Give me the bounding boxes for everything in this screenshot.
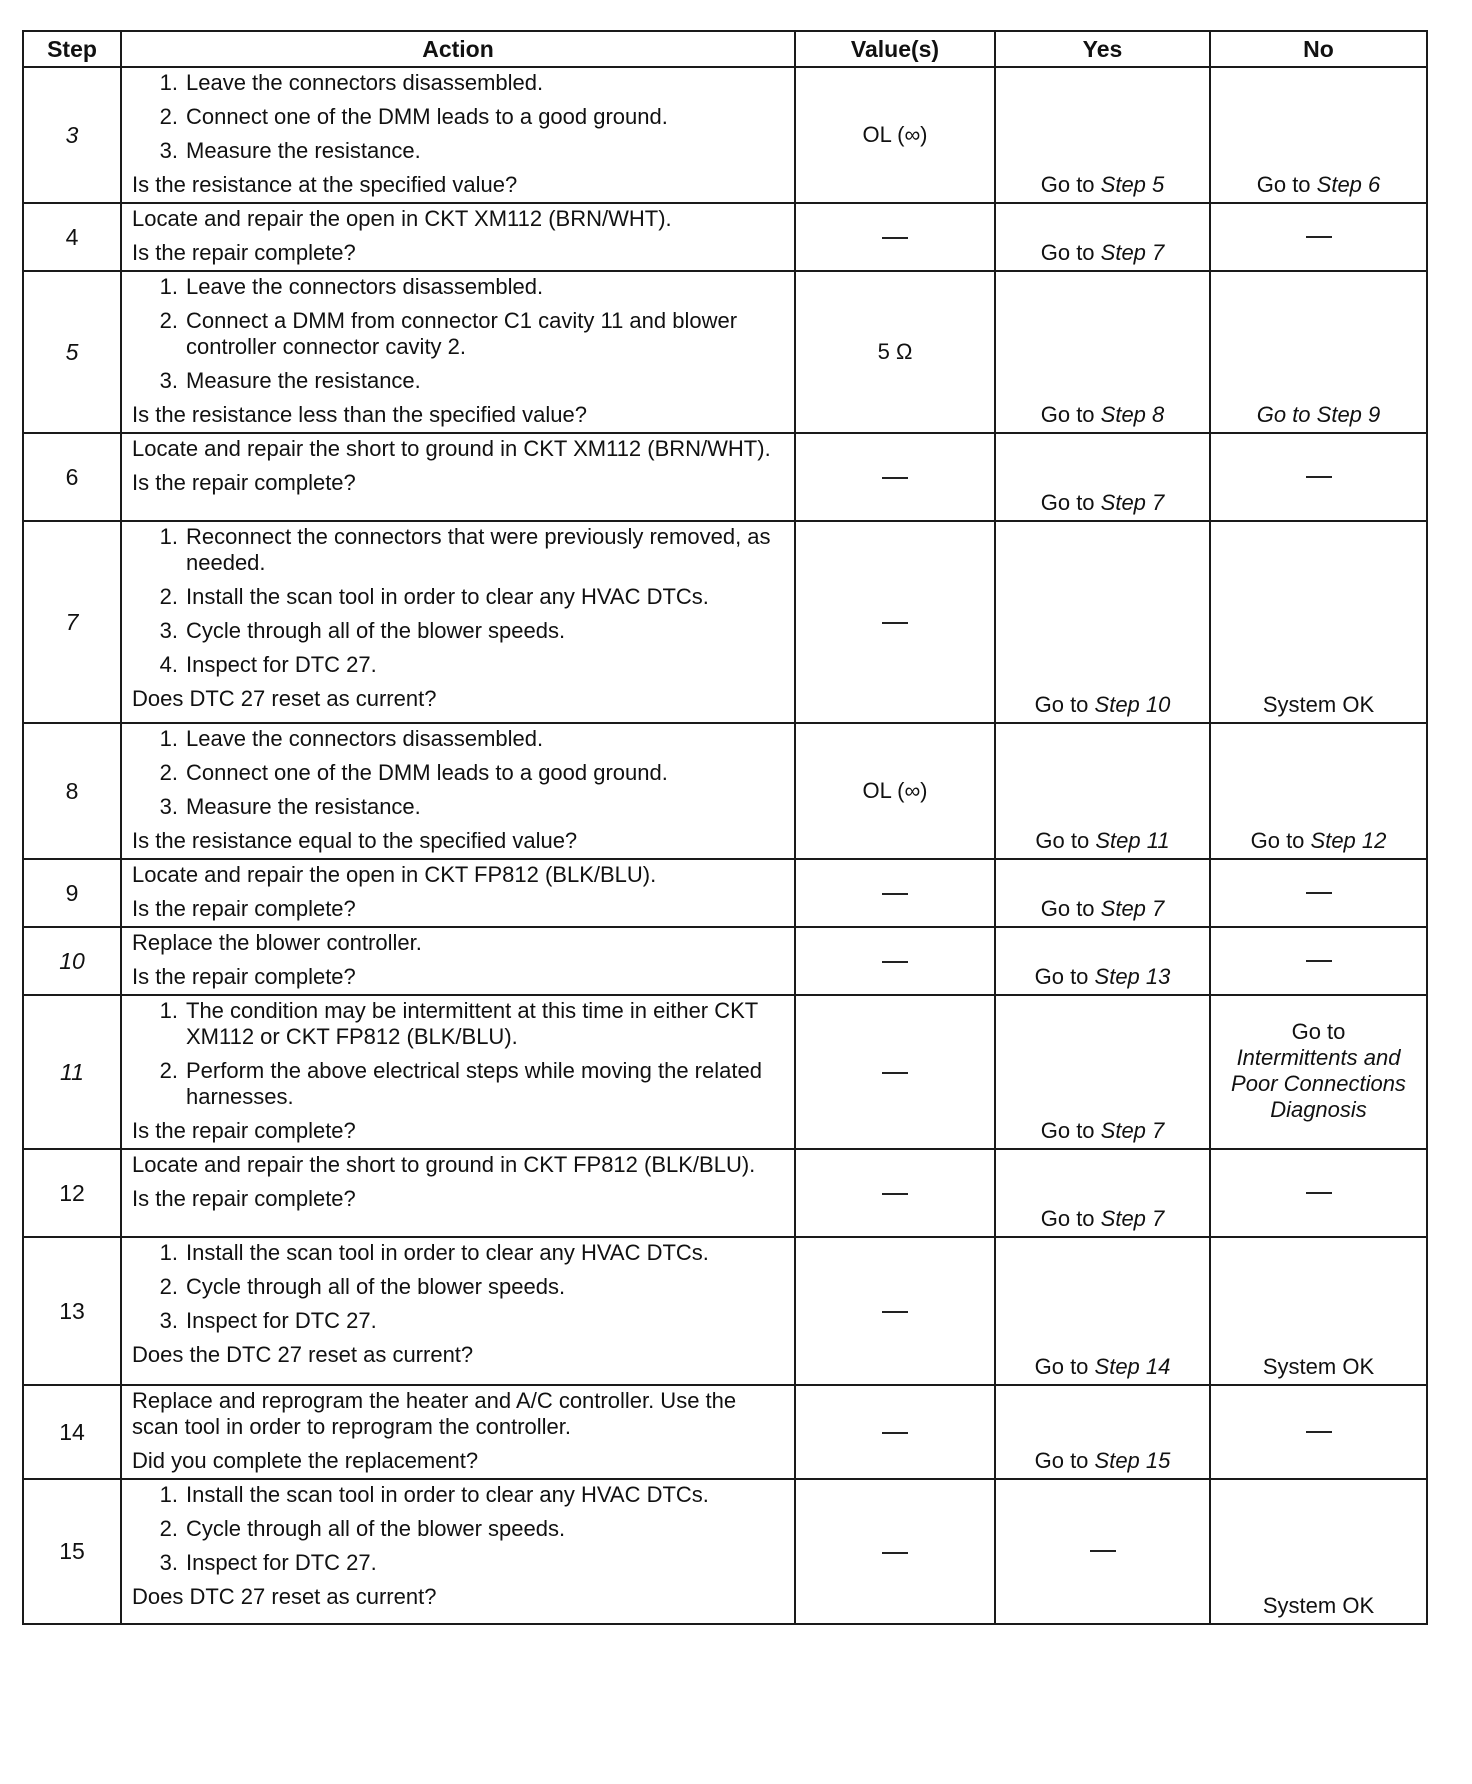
table-row	[23, 1385, 1427, 1479]
table-row	[23, 927, 1427, 995]
action-question: Is the repair complete?	[132, 240, 356, 265]
yes-step-link[interactable]: Step 13	[1094, 964, 1171, 989]
no-cell	[1210, 1479, 1427, 1624]
no-prefix: Go to	[1250, 828, 1311, 853]
action-item	[132, 1516, 784, 1542]
no-cell	[1210, 723, 1427, 859]
action-cell	[121, 1385, 795, 1479]
action-text: Locate and repair the open in CKT XM112 (BRN/WHT).	[132, 206, 672, 231]
action-question: Is the resistance at the specified value?	[132, 172, 518, 197]
item-text: Measure the resistance.	[186, 138, 421, 163]
action-text: Locate and repair the open in CKT FP812 (BLK/BLU).	[132, 862, 657, 887]
item-number: 2.	[159, 104, 178, 129]
yes-step-link[interactable]: Step 5	[1100, 172, 1165, 197]
step-number: 15	[23, 1479, 121, 1624]
yes-cell	[995, 203, 1210, 271]
value-cell	[795, 1149, 995, 1237]
no-text: System OK	[1262, 1354, 1375, 1379]
yes-cell	[995, 1237, 1210, 1385]
header-yes: Yes	[995, 31, 1210, 67]
no-step-link[interactable]: Step 12	[1310, 828, 1387, 853]
header-no: No	[1210, 31, 1427, 67]
step-number: 7	[23, 521, 121, 723]
action-item	[132, 618, 784, 644]
item-number: 1.	[159, 726, 178, 751]
item-number: 1.	[159, 524, 178, 549]
header-action: Action	[121, 31, 795, 67]
no-cell	[1210, 1385, 1427, 1479]
yes-step-link[interactable]: Step 11	[1095, 828, 1170, 853]
value-cell	[795, 1237, 995, 1385]
item-number: 2.	[159, 1516, 178, 1541]
action-cell	[121, 723, 795, 859]
action-question: Is the repair complete?	[132, 896, 356, 921]
action-item	[132, 1058, 784, 1110]
no-cell	[1210, 67, 1427, 203]
item-text: The condition may be intermittent at this time in either CKT XM112 or CKT FP812 (BLK/BLU).	[186, 998, 758, 1049]
dash-mark	[882, 961, 908, 963]
action-question: Is the resistance less than the specified value?	[132, 402, 587, 427]
item-text: Reconnect the connectors that were previously removed, as needed.	[186, 524, 771, 575]
item-text: Measure the resistance.	[186, 794, 421, 819]
item-number: 4.	[159, 652, 178, 677]
action-item	[132, 1274, 784, 1300]
action-item	[132, 584, 784, 610]
action-item	[132, 70, 784, 96]
item-text: Install the scan tool in order to clear any HVAC DTCs.	[186, 584, 709, 609]
item-number: 1.	[159, 1240, 178, 1265]
step-number: 6	[23, 433, 121, 521]
step-number: 4	[23, 203, 121, 271]
step-number: 14	[23, 1385, 121, 1479]
no-cell	[1210, 271, 1427, 433]
yes-prefix: Go to	[1040, 1118, 1101, 1143]
action-cell	[121, 1479, 795, 1624]
item-number: 1.	[159, 1482, 178, 1507]
table-row	[23, 203, 1427, 271]
item-number: 3.	[159, 368, 178, 393]
action-cell	[121, 271, 795, 433]
action-question: Is the repair complete?	[132, 1118, 356, 1143]
action-item	[132, 524, 784, 576]
action-text: Replace the blower controller.	[132, 930, 422, 955]
yes-prefix: Go to	[1040, 490, 1101, 515]
item-number: 1.	[159, 274, 178, 299]
table-row	[23, 1149, 1427, 1237]
yes-step-link[interactable]: Step 7	[1100, 240, 1165, 265]
value-cell	[795, 433, 995, 521]
item-text: Leave the connectors disassembled.	[186, 70, 544, 95]
table-row	[23, 1479, 1427, 1624]
dash-mark	[882, 622, 908, 624]
dash-mark	[1306, 1431, 1332, 1433]
no-link[interactable]: Go to Step 9	[1256, 402, 1381, 427]
step-number: 9	[23, 859, 121, 927]
step-number: 5	[23, 271, 121, 433]
item-text: Connect a DMM from connector C1 cavity 11 and blower controller connector cavity 2.	[186, 308, 738, 359]
yes-prefix: Go to	[1034, 1448, 1095, 1473]
dash-mark	[1090, 1550, 1116, 1552]
yes-prefix: Go to	[1040, 240, 1101, 265]
no-cell	[1210, 859, 1427, 927]
yes-cell	[995, 859, 1210, 927]
value-cell	[795, 1479, 995, 1624]
yes-step-link[interactable]: Step 15	[1094, 1448, 1171, 1473]
item-text: Inspect for DTC 27.	[186, 1550, 377, 1575]
item-number: 3.	[159, 138, 178, 163]
yes-cell	[995, 1149, 1210, 1237]
dash-mark	[1306, 476, 1332, 478]
yes-cell	[995, 1479, 1210, 1624]
header-row	[23, 31, 1427, 67]
no-step-link[interactable]: Step 6	[1316, 172, 1381, 197]
dash-mark	[882, 477, 908, 479]
table-row	[23, 723, 1427, 859]
action-cell	[121, 927, 795, 995]
value-text: OL (∞)	[862, 122, 928, 147]
table-row	[23, 859, 1427, 927]
no-cell	[1210, 203, 1427, 271]
action-text: Locate and repair the short to ground in CKT FP812 (BLK/BLU).	[132, 1152, 756, 1177]
action-text: Replace and reprogram the heater and A/C controller. Use the scan tool in order to reprogram the controller.	[132, 1388, 737, 1439]
item-text: Inspect for DTC 27.	[186, 1308, 377, 1333]
item-number: 3.	[159, 618, 178, 643]
dash-mark	[1306, 1192, 1332, 1194]
yes-cell	[995, 927, 1210, 995]
value-cell	[795, 927, 995, 995]
no-cell	[1210, 521, 1427, 723]
action-cell	[121, 859, 795, 927]
yes-cell	[995, 433, 1210, 521]
yes-cell	[995, 995, 1210, 1149]
action-cell	[121, 203, 795, 271]
dash-mark	[882, 237, 908, 239]
no-cell	[1210, 433, 1427, 521]
table-row	[23, 67, 1427, 203]
item-number: 3.	[159, 794, 178, 819]
action-item	[132, 104, 784, 130]
action-text: Locate and repair the short to ground in CKT XM112 (BRN/WHT).	[132, 436, 771, 461]
item-text: Leave the connectors disassembled.	[186, 726, 544, 751]
value-cell	[795, 859, 995, 927]
action-item	[132, 794, 784, 820]
yes-cell	[995, 1385, 1210, 1479]
table-row	[23, 433, 1427, 521]
action-cell	[121, 521, 795, 723]
value-text: 5 Ω	[877, 339, 913, 364]
value-cell	[795, 203, 995, 271]
item-text: Cycle through all of the blower speeds.	[186, 1274, 566, 1299]
yes-step-link[interactable]: Step 7	[1100, 896, 1165, 921]
yes-cell	[995, 521, 1210, 723]
no-step-link[interactable]: Intermittents and Poor Connections Diagnosis	[1231, 1044, 1406, 1122]
action-cell	[121, 995, 795, 1149]
item-text: Inspect for DTC 27.	[186, 652, 377, 677]
action-item	[132, 308, 784, 360]
item-number: 1.	[159, 70, 178, 95]
action-item	[132, 368, 784, 394]
step-number: 3	[23, 67, 121, 203]
step-number: 8	[23, 723, 121, 859]
item-number: 2.	[159, 308, 178, 333]
action-question: Does the DTC 27 reset as current?	[132, 1342, 474, 1367]
table-row	[23, 1237, 1427, 1385]
action-item	[132, 726, 784, 752]
no-cell	[1210, 927, 1427, 995]
yes-prefix: Go to	[1040, 402, 1101, 427]
item-text: Leave the connectors disassembled.	[186, 274, 544, 299]
yes-prefix: Go to	[1040, 1206, 1101, 1231]
action-cell	[121, 1149, 795, 1237]
item-text: Cycle through all of the blower speeds.	[186, 1516, 566, 1541]
dash-mark	[1306, 960, 1332, 962]
yes-step-link[interactable]: Step 10	[1094, 692, 1171, 717]
item-text: Install the scan tool in order to clear any HVAC DTCs.	[186, 1240, 709, 1265]
action-question: Does DTC 27 reset as current?	[132, 1584, 437, 1609]
item-text: Perform the above electrical steps while moving the related harnesses.	[186, 1058, 762, 1109]
yes-step-link[interactable]: Step 7	[1100, 1118, 1165, 1143]
item-text: Cycle through all of the blower speeds.	[186, 618, 566, 643]
dash-mark	[882, 1552, 908, 1554]
item-text: Connect one of the DMM leads to a good ground.	[186, 104, 668, 129]
yes-prefix: Go to	[1034, 964, 1095, 989]
action-question: Is the repair complete?	[132, 1186, 356, 1211]
action-item	[132, 274, 784, 300]
no-text: System OK	[1262, 692, 1375, 717]
item-number: 3.	[159, 1308, 178, 1333]
dash-mark	[882, 1072, 908, 1074]
table-row	[23, 521, 1427, 723]
action-question: Is the resistance equal to the specified value?	[132, 828, 578, 853]
action-item	[132, 1482, 784, 1508]
header-step: Step	[23, 31, 121, 67]
no-cell	[1210, 995, 1427, 1149]
value-cell	[795, 723, 995, 859]
no-cell	[1210, 1237, 1427, 1385]
yes-step-link[interactable]: Step 14	[1094, 1354, 1171, 1379]
action-question: Is the repair complete?	[132, 964, 356, 989]
item-text: Install the scan tool in order to clear any HVAC DTCs.	[186, 1482, 709, 1507]
value-cell	[795, 67, 995, 203]
yes-cell	[995, 67, 1210, 203]
value-cell	[795, 521, 995, 723]
yes-step-link[interactable]: Step 7	[1100, 1206, 1165, 1231]
item-number: 3.	[159, 1550, 178, 1575]
action-cell	[121, 1237, 795, 1385]
no-prefix: Go to	[1291, 1018, 1346, 1044]
dash-mark	[882, 1311, 908, 1313]
yes-prefix: Go to	[1034, 1354, 1095, 1379]
action-item	[132, 652, 784, 678]
action-question: Did you complete the replacement?	[132, 1448, 479, 1473]
action-item	[132, 760, 784, 786]
value-text: OL (∞)	[862, 778, 928, 803]
item-text: Measure the resistance.	[186, 368, 421, 393]
value-cell	[795, 995, 995, 1149]
action-cell	[121, 433, 795, 521]
action-item	[132, 138, 784, 164]
dash-mark	[882, 1432, 908, 1434]
item-number: 2.	[159, 760, 178, 785]
action-question: Does DTC 27 reset as current?	[132, 686, 437, 711]
diagnostic-table	[22, 30, 1428, 1625]
yes-prefix: Go to	[1040, 896, 1101, 921]
action-question: Is the repair complete?	[132, 470, 356, 495]
step-number: 12	[23, 1149, 121, 1237]
yes-step-link[interactable]: Step 8	[1100, 402, 1165, 427]
no-text: System OK	[1262, 1593, 1375, 1618]
value-cell	[795, 271, 995, 433]
dash-mark	[1306, 892, 1332, 894]
yes-prefix: Go to	[1034, 692, 1095, 717]
action-item	[132, 998, 784, 1050]
step-number: 11	[23, 995, 121, 1149]
yes-cell	[995, 723, 1210, 859]
yes-step-link[interactable]: Step 7	[1100, 490, 1165, 515]
item-number: 1.	[159, 998, 178, 1023]
table-row	[23, 995, 1427, 1149]
action-item	[132, 1308, 784, 1334]
table-body	[23, 67, 1427, 1624]
value-cell	[795, 1385, 995, 1479]
header-values: Value(s)	[795, 31, 995, 67]
yes-prefix: Go to	[1040, 172, 1101, 197]
no-prefix: Go to	[1256, 172, 1317, 197]
dash-mark	[882, 893, 908, 895]
yes-prefix: Go to	[1035, 828, 1096, 853]
item-number: 2.	[159, 1274, 178, 1299]
no-cell	[1210, 1149, 1427, 1237]
step-number: 13	[23, 1237, 121, 1385]
item-number: 2.	[159, 1058, 178, 1083]
item-number: 2.	[159, 584, 178, 609]
action-item	[132, 1240, 784, 1266]
item-text: Connect one of the DMM leads to a good ground.	[186, 760, 668, 785]
yes-cell	[995, 271, 1210, 433]
dash-mark	[882, 1193, 908, 1195]
step-number: 10	[23, 927, 121, 995]
table-row	[23, 271, 1427, 433]
action-item	[132, 1550, 784, 1576]
dash-mark	[1306, 236, 1332, 238]
action-cell	[121, 67, 795, 203]
